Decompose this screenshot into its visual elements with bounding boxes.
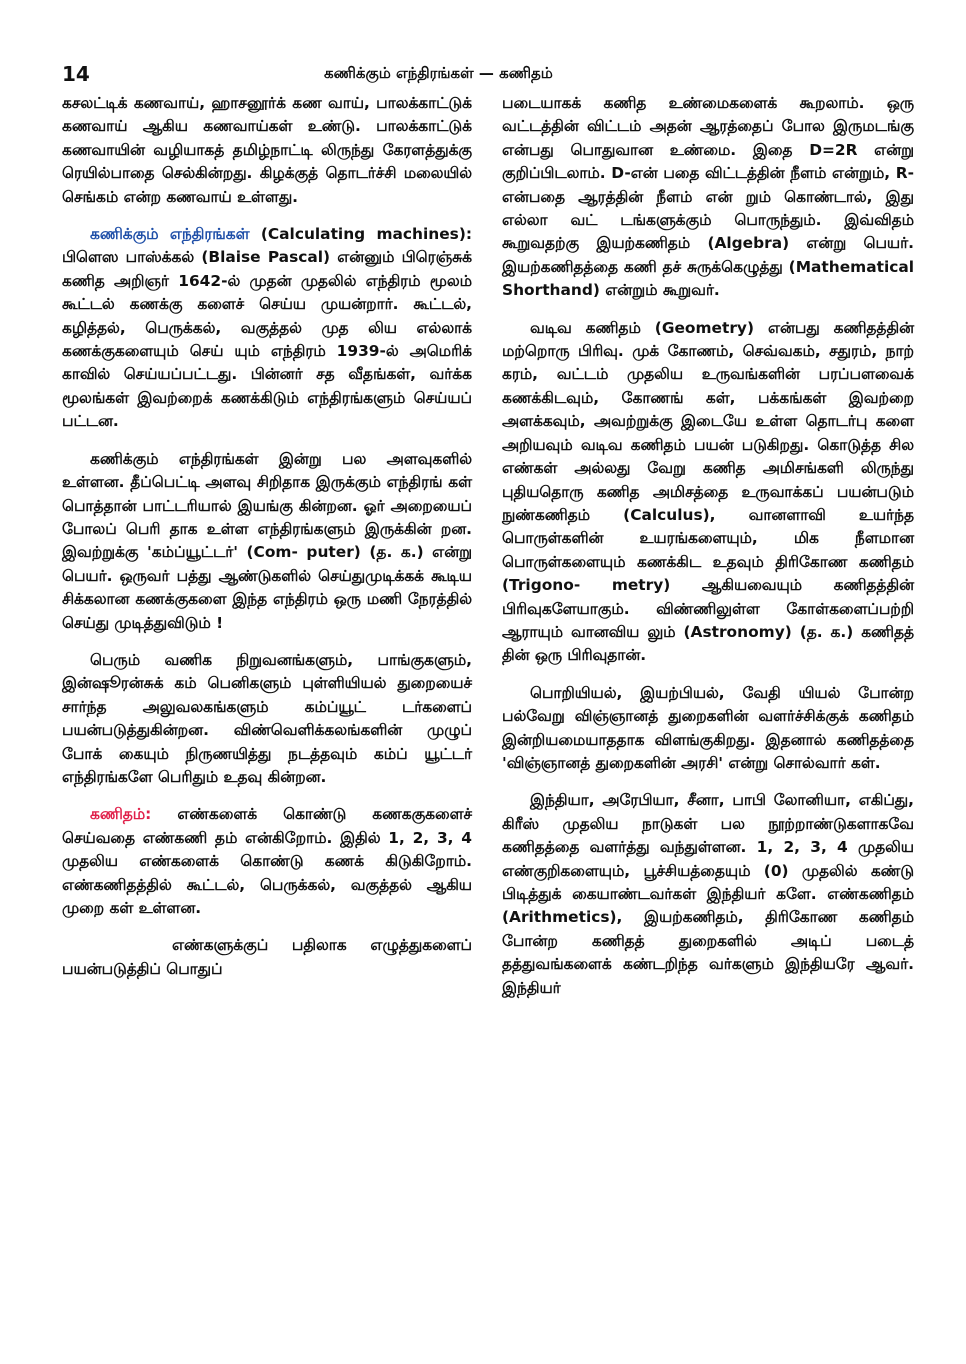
paragraph-body: எண்களைக் கொண்டு கணககுகளைச் செய்வதை எண்கணி தம் என்கிறோம். இதில் 1, 2, 3, 4 முதலிய எண்களைக் கொண்டு கணக் கிடுகிறோம். எண்கணிதத்தில் கூட்டல், பெருக்கல், வகுத்தல் ஆகிய முறை கள் உள்ளன. xyxy=(62,805,472,917)
paragraph: வடிவ கணிதம் (Geometry) என்பது கணிதத்தின் மற்றொரு பிரிவு. முக் கோணம், செவ்வகம், சதுரம், நாற் கரம், வட்டம் முதலிய உருவங்களின் பரப்பளவைக் கணக்கிடவும், கோணங் கள், பக்கங்கள் இவற்றை அளக்கவும், அவற்றுக்கு இடையே உள்ள தொடர்பு களை அறியவும் வடிவ கணிதம் பயன் படுகிறது. கொடுத்த சில எண்கள் அல்லது வேறு கணித அமிசங்களி லிருந்து புதியதொரு கணித அமிசத்தை உருவாக்கப் பயன்படும் நுண்கணிதம் (Calculus), வானளாவி உயர்ந்த பொருள்களின் உயரங்களையும், மிக நீளமான பொருள்களையும் கணக்கிட உதவும் திரிகோண கணிதம் (Trigono- metry) ஆகியவையும் கணிதத்தின் பிரிவுகளேயாகும். விண்ணிலுள்ள கோள்களைப்பற்றி ஆராயும் வானவிய லும் (Astronomy) (த. க.) கணிதத் தின் ஒரு பிரிவுதான். xyxy=(502,318,914,665)
right-column xyxy=(502,92,914,1014)
section-heading-calculating-machines: கணிக்கும் எந்திரங்கள் xyxy=(90,225,250,244)
section-heading-mathematics: கணிதம்: xyxy=(90,805,152,824)
page-number: 14 xyxy=(62,62,90,86)
paragraph-body: (Calculating machines): பிளெஸ பாஸ்க்கல் (Blaise Pascal) என்னும் பிரெஞ்சுக் கணித அறிஞர் 1642-ல் முதன் முதலில் எந்திரம் மூலம் கூட்டல் கணக்கு களைச் செய்ய முயன்றார். கூட்டல், கழித்தல், பெருக்கல், வகுத்தல் முத லிய எல்லாக் கணக்குகளையும் செய் யும் எந்திரம் 1939-ல் அமெரிக் காவில் செய்யப்பட்டது. பின்னர் சத வீதங்கள், வர்க்க மூலங்கள் இவற்றைக் கணக்கிடும் எந்திரங்களும் செய்யப் பட்டன. xyxy=(62,225,473,431)
paragraph: கணிக்கும் எந்திரங்கள் இன்று பல அளவுகளில் உள்ளன. தீப்பெட்டி அளவு சிறிதாக இருக்கும் எந்திரங் கள் பொத்தான் பாட்டரியால் இயங்கு கின்றன. ஓர் அறையைப் போலப் பெரி தாக உள்ள எந்திரங்களும் இருக்கின் றன. இவற்றுக்கு 'கம்ப்யூட்டர்' (Com- puter) (த. க.) என்று பெயர். ஒருவர் பத்து ஆண்டுகளில் செய்துமுடிக்கக் கூடிய சிக்கலான கணக்குகளை இந்த எந்திரம் ஒரு மணி நேரத்தில் செய்து முடித்துவிடும் ! xyxy=(62,449,472,632)
paragraph-calculating-machines xyxy=(62,223,472,434)
paragraph-mathematics xyxy=(62,803,472,920)
paragraph: பெரும் வணிக நிறுவனங்களும், பாங்குகளும், இன்ஷூரன்சுக் கம் பெனிகளும் புள்ளியியல் துறையைச் சார்ந்த அலுவலகங்களும் கம்ப்யூட் டர்களைப் பயன்படுத்துகின்றன. விண்வெளிக்கலங்களின் முழுப் போக் கையும் நிருணயித்து நடத்தவும் கம்ப் யூட்டர் எந்திரங்களே பெரிதும் உதவு கின்றன. xyxy=(62,650,472,786)
paragraph: பொறியியல், இயற்பியல், வேதி யியல் போன்ற பல்வேறு விஞ்ஞானத் துறைகளின் வளர்ச்சிக்குக் கணிதம் இன்றியமையாததாக விளங்குகிறது. இதனால் கணிதத்தை 'விஞ்ஞானத் துறைகளின் அரசி' என்று சொல்வார் கள். xyxy=(502,683,914,772)
paragraph: படையாகக் கணித உண்மைகளைக் கூறலாம். ஒரு வட்டத்தின் விட்டம் அதன் ஆரத்தைப் போல இருமடங்கு என்பது பொதுவான உண்மை. இதை D=2R என்று குறிப்பிடலாம். D-என் பதை விட்டத்தின் நீளம் என்றும், R-என்பதை ஆரத்தின் நீளம் என் றும் கொண்டால், இது எல்லா வட் டங்களுக்கும் பொருந்தும். இவ்விதம் கூறுவதற்கு இயற்கணிதம் (Algebra) என்று பெயர். இயற்கணிதத்தை கணி தச் சுருக்கெழுத்து (Mathematical Shorthand) என்றும் கூறுவர். xyxy=(502,94,914,300)
paragraph: எண்களுக்குப் பதிலாக எழுத்துகளைப் பயன்படுத்திப் பொதுப் xyxy=(62,936,472,978)
left-column xyxy=(62,92,472,995)
paragraph: இந்தியா, அரேபியா, சீனா, பாபி லோனியா, எகிப்து, கிரீஸ் முதலிய நாடுகள் பல நூற்றாண்டுகளாகவே கணிதத்தை வளர்த்து வந்துள்ளன. 1, 2, 3, 4 முதலிய எண்குறிகளையும், பூச்சியத்தையும் (0) முதலில் கண்டு பிடித்துக் கையாண்டவர்கள் இந்தியர் களே. எண்கணிதம் (Arithmetics), இயற்கணிதம், திரிகோண கணிதம் போன்ற கணிதத் துறைகளில் அடிப் படைத் தத்துவங்களைக் கண்டறிந்த வர்களும் இந்தியரே ஆவர். இந்தியர் xyxy=(502,791,914,997)
page-header xyxy=(62,56,922,90)
running-head: கணிக்கும் எந்திரங்கள் — கணிதம் xyxy=(324,64,553,82)
paragraph: கசலட்டிக் கணவாய், ஹாசனூர்க் கண வாய், பாலக்காட்டுக் கணவாய் ஆகிய கணவாய்கள் உண்டு. பாலக்காட்டுக் கணவாயின் வழியாகத் தமிழ்நாட்டி லிருந்து கேரளத்துக்கு ரெயில்பாதை செல்கின்றது. கிழக்குத் தொடர்ச்சி மலையில் செங்கம் என்ற கணவாய் உள்ளது. xyxy=(62,94,472,206)
